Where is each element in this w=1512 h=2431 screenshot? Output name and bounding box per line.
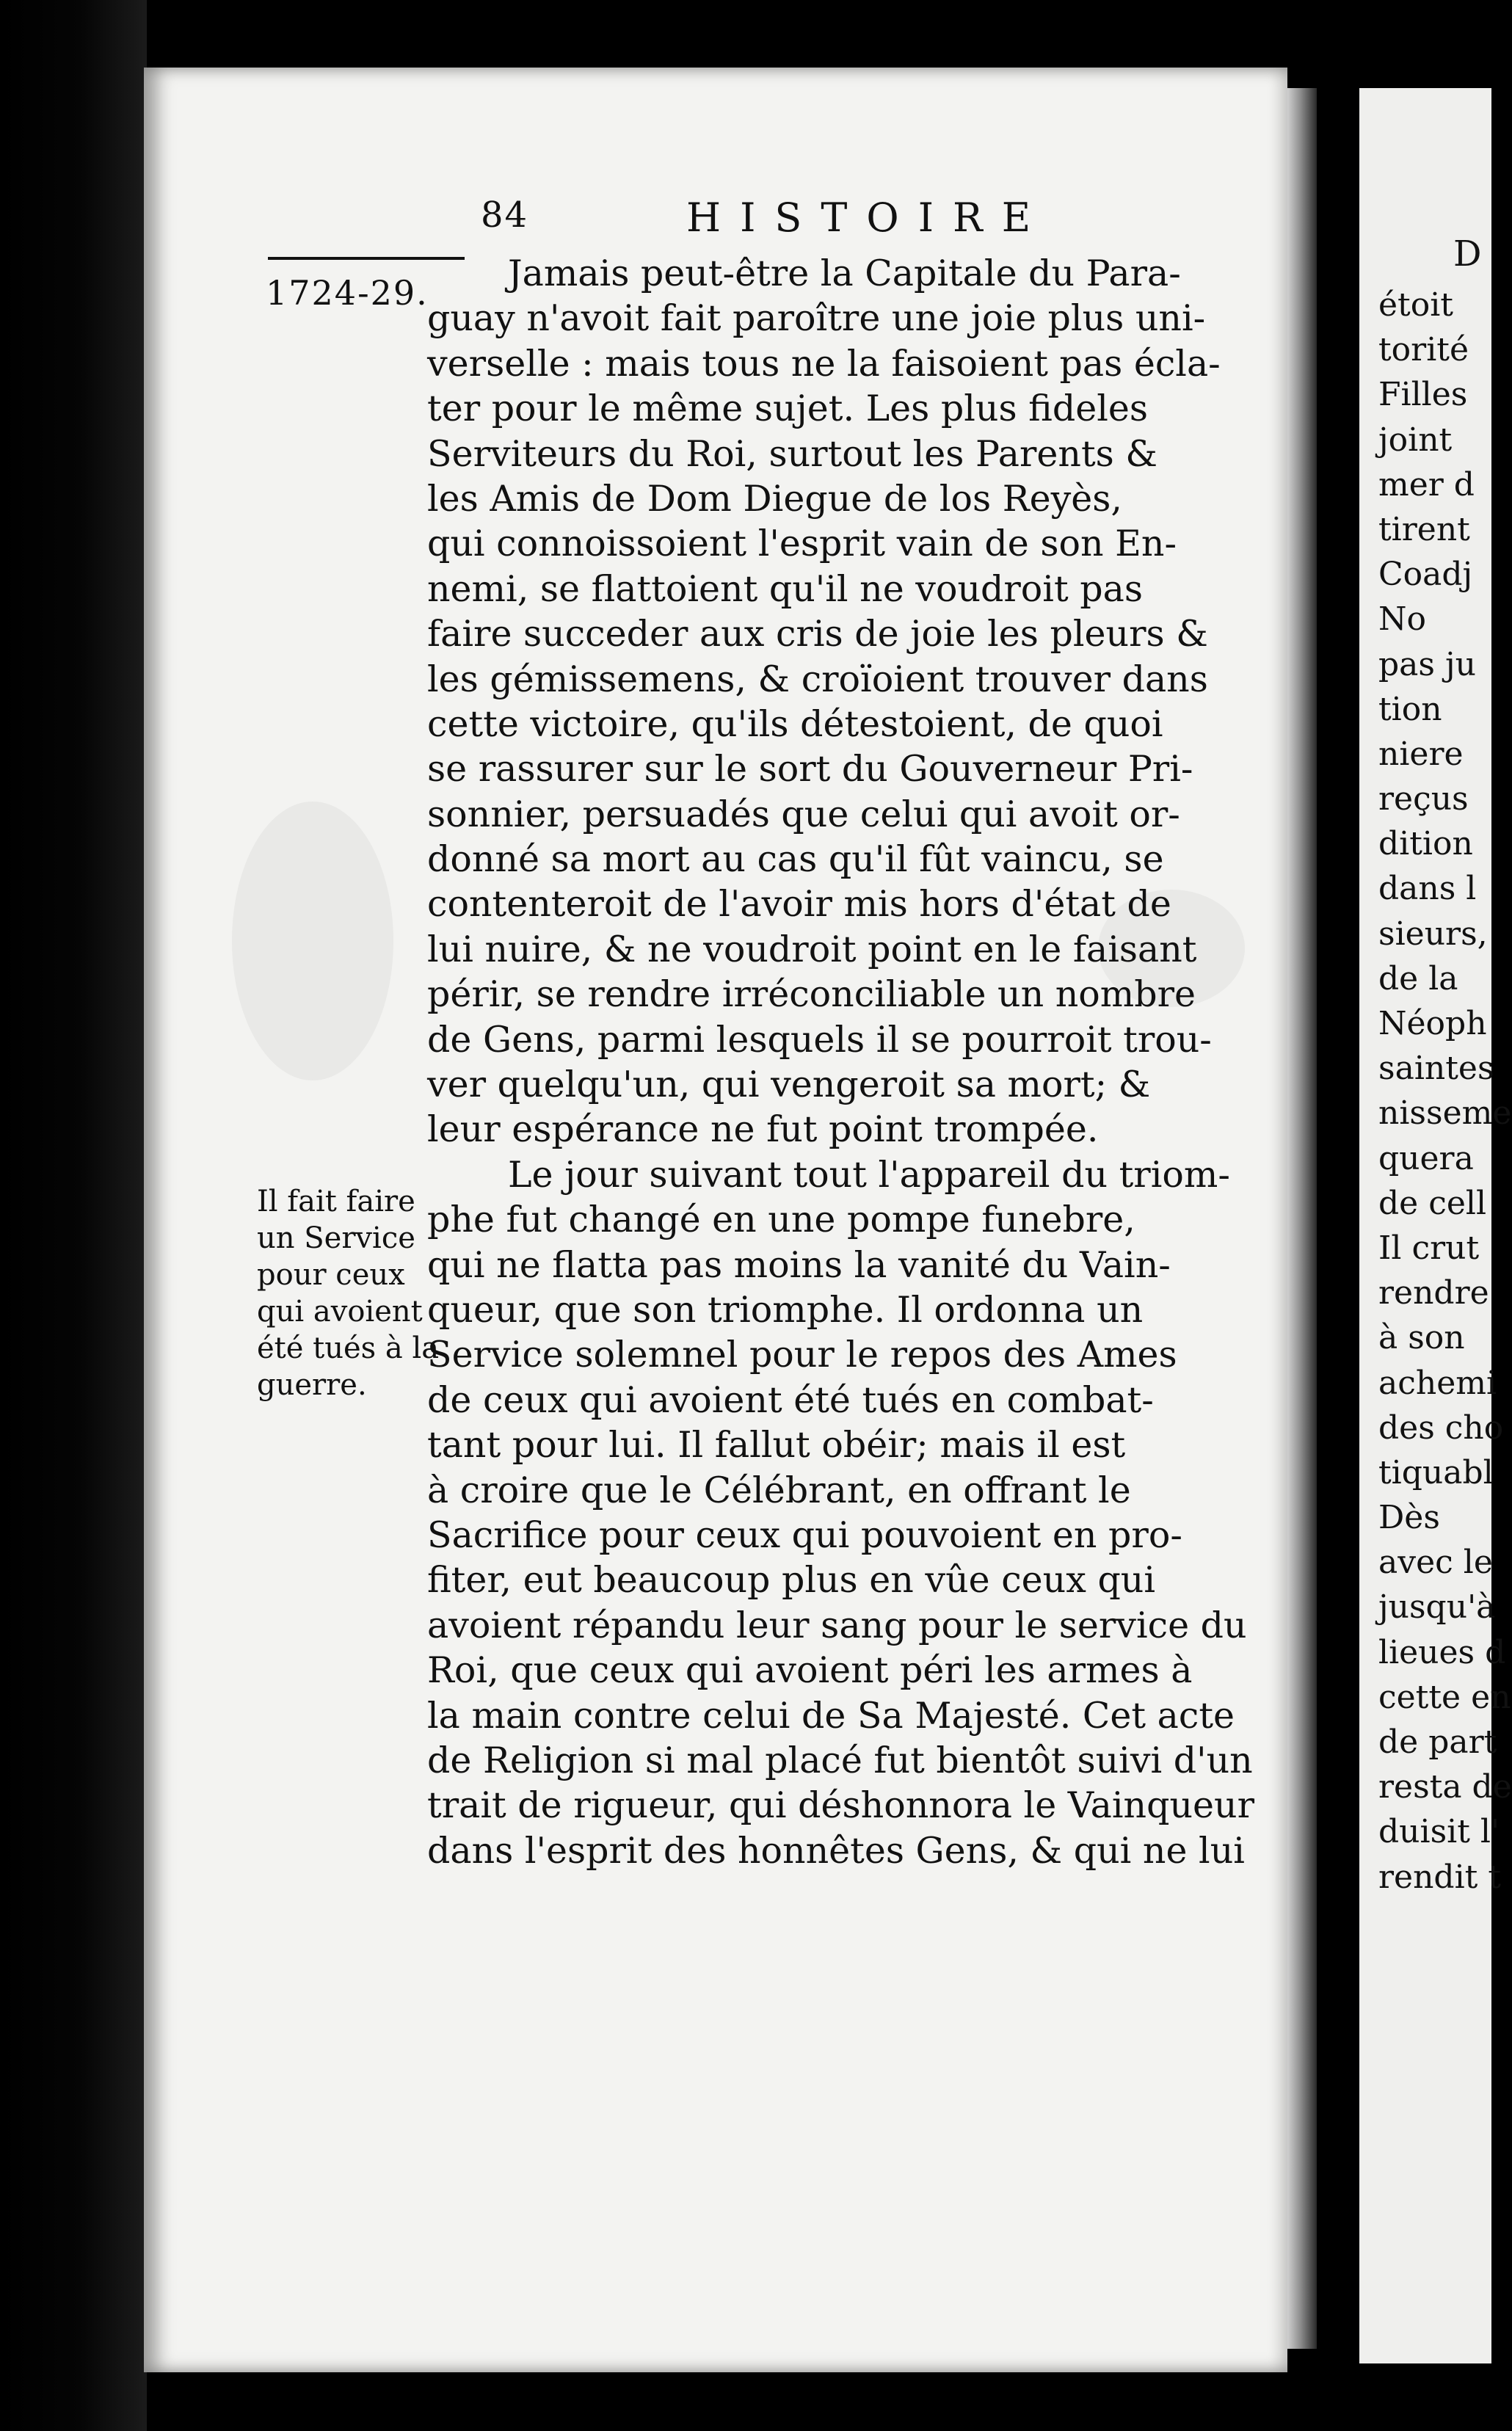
facing-line: rendre bbox=[1378, 1274, 1489, 1312]
facing-line: avec le bbox=[1378, 1544, 1493, 1582]
running-title: HISTOIRE bbox=[686, 195, 1050, 241]
text-line: queur, que son triomphe. Il ordonna un bbox=[427, 1288, 1144, 1331]
facing-line: à son bbox=[1378, 1319, 1465, 1357]
text-line: cette victoire, qu'ils détestoient, de quoi bbox=[427, 702, 1163, 745]
facing-line: jusqu'à bbox=[1378, 1588, 1496, 1627]
text-line: dans l'esprit des honnêtes Gens, & qui ne lui bbox=[427, 1829, 1245, 1872]
text-line: Jamais peut-être la Capitale du Para- bbox=[508, 252, 1181, 294]
facing-line: des cho bbox=[1378, 1409, 1504, 1447]
text-line: les Amis de Dom Diegue de los Reyès, bbox=[427, 477, 1122, 520]
facing-line: achemi bbox=[1378, 1364, 1497, 1402]
text-line: tant pour lui. Il fallut obéir; mais il est bbox=[427, 1424, 1126, 1467]
page-number: 84 bbox=[481, 195, 529, 236]
facing-line: Coadj bbox=[1378, 556, 1473, 594]
text-line: Le jour suivant tout l'appareil du triom- bbox=[508, 1153, 1230, 1196]
text-line: phe fut changé en une pompe funebre, bbox=[427, 1199, 1135, 1241]
facing-line: tirent bbox=[1378, 510, 1470, 548]
facing-line: nisseme bbox=[1378, 1094, 1512, 1133]
text-line: lui nuire, & ne voudroit point en le faisant bbox=[427, 928, 1197, 970]
facing-line: lieues d bbox=[1378, 1633, 1506, 1671]
text-line: guay n'avoit fait paroître une joie plus uni- bbox=[427, 297, 1206, 340]
text-line: Roi, que ceux qui avoient péri les armes à bbox=[427, 1649, 1193, 1692]
facing-line: de cell bbox=[1378, 1184, 1487, 1222]
facing-line: sieurs, bbox=[1378, 915, 1488, 953]
page-header bbox=[481, 195, 1112, 246]
facing-line: Dès bbox=[1378, 1499, 1440, 1537]
text-line: de Gens, parmi lesquels il se pourroit trou- bbox=[427, 1018, 1212, 1061]
text-line: ter pour le même sujet. Les plus fideles bbox=[427, 388, 1149, 430]
text-line: avoient répandu leur sang pour le service du bbox=[427, 1604, 1247, 1646]
text-line: nemi, se flattoient qu'il ne voudroit pas bbox=[427, 567, 1143, 610]
margin-note-line: un Service bbox=[257, 1221, 415, 1255]
text-line: leur espérance ne fut point trompée. bbox=[427, 1108, 1099, 1151]
text-line: contenteroit de l'avoir mis hors d'état de bbox=[427, 883, 1171, 926]
main-text-block bbox=[427, 251, 1253, 1873]
facing-line: Néoph bbox=[1378, 1005, 1487, 1042]
text-line: faire succeder aux cris de joie les pleurs & bbox=[427, 613, 1208, 655]
text-line: de Religion si mal placé fut bientôt suivi d'un bbox=[427, 1739, 1253, 1781]
text-line: ver quelqu'un, qui vengeroit sa mort; & bbox=[427, 1064, 1151, 1106]
facing-line: saintes bbox=[1378, 1050, 1494, 1088]
text-line: la main contre celui de Sa Majesté. Cet acte bbox=[427, 1694, 1235, 1737]
margin-note-line: qui avoient bbox=[257, 1295, 423, 1329]
facing-line: duisit l' bbox=[1378, 1813, 1500, 1851]
text-line: verselle : mais tous ne la faisoient pas écla- bbox=[427, 342, 1221, 385]
text-line: Serviteurs du Roi, surtout les Parents & bbox=[427, 432, 1157, 475]
text-line: Sacrifice pour ceux qui pouvoient en pro- bbox=[427, 1514, 1182, 1556]
text-line: se rassurer sur le sort du Gouverneur Pri- bbox=[427, 748, 1193, 791]
facing-line: torité bbox=[1378, 331, 1469, 369]
text-line: les gémissemens, & croïoient trouver dans bbox=[427, 658, 1208, 700]
text-line: qui connoissoient l'esprit vain de son En- bbox=[427, 523, 1177, 565]
facing-line: tiquabl bbox=[1378, 1453, 1494, 1491]
facing-line: de part bbox=[1378, 1723, 1497, 1761]
facing-line: de la bbox=[1378, 959, 1458, 998]
facing-line: quera bbox=[1378, 1139, 1474, 1177]
margin-note bbox=[257, 1183, 440, 1403]
facing-line: mer d bbox=[1378, 465, 1475, 504]
margin-note-line: guerre. bbox=[257, 1368, 367, 1402]
margin-note-line: été tués à la bbox=[257, 1331, 440, 1365]
facing-line: niere bbox=[1378, 735, 1464, 773]
margin-note-line: Il fait faire bbox=[257, 1185, 415, 1218]
text-line: donné sa mort au cas qu'il fût vaincu, se bbox=[427, 838, 1164, 881]
page-smudge bbox=[232, 802, 393, 1080]
facing-line: joint bbox=[1378, 421, 1453, 459]
facing-line: tion bbox=[1378, 690, 1442, 728]
text-line: fiter, eut beaucoup plus en vûe ceux qui bbox=[427, 1559, 1156, 1602]
page-edge-shadow bbox=[1287, 88, 1317, 2349]
text-line: qui ne flatta pas moins la vanité du Vain- bbox=[427, 1243, 1171, 1286]
scan-background-left bbox=[0, 0, 147, 2431]
facing-page-text bbox=[1378, 283, 1511, 1900]
text-line: périr, se rendre irréconciliable un nombre bbox=[427, 973, 1196, 1016]
text-line: sonnier, persuadés que celui qui avoit or- bbox=[427, 793, 1180, 835]
margin-date: 1724-29. bbox=[266, 273, 429, 313]
facing-line: rendit t bbox=[1378, 1858, 1501, 1896]
facing-line: dition bbox=[1378, 825, 1473, 863]
facing-line: resta de bbox=[1378, 1768, 1512, 1806]
facing-line: Il crut bbox=[1378, 1229, 1480, 1267]
facing-line: cette en bbox=[1378, 1678, 1511, 1716]
book-gutter bbox=[1317, 88, 1365, 2393]
margin-note-line: pour ceux bbox=[257, 1258, 405, 1292]
facing-line: pas ju bbox=[1378, 645, 1476, 683]
facing-line: étoit bbox=[1378, 286, 1453, 324]
text-line: à croire que le Célébrant, en offrant le bbox=[427, 1469, 1131, 1511]
text-line: trait de rigueur, qui déshonnora le Vainqueur bbox=[427, 1784, 1255, 1827]
facing-line: No bbox=[1378, 600, 1426, 639]
facing-line: dans l bbox=[1378, 870, 1477, 908]
text-line: de ceux qui avoient été tués en combat- bbox=[427, 1378, 1154, 1421]
facing-line: reçus bbox=[1378, 780, 1469, 818]
facing-line: Filles bbox=[1378, 376, 1468, 414]
facing-page-header: D bbox=[1453, 233, 1485, 275]
text-line: Service solemnel pour le repos des Ames bbox=[427, 1334, 1177, 1376]
